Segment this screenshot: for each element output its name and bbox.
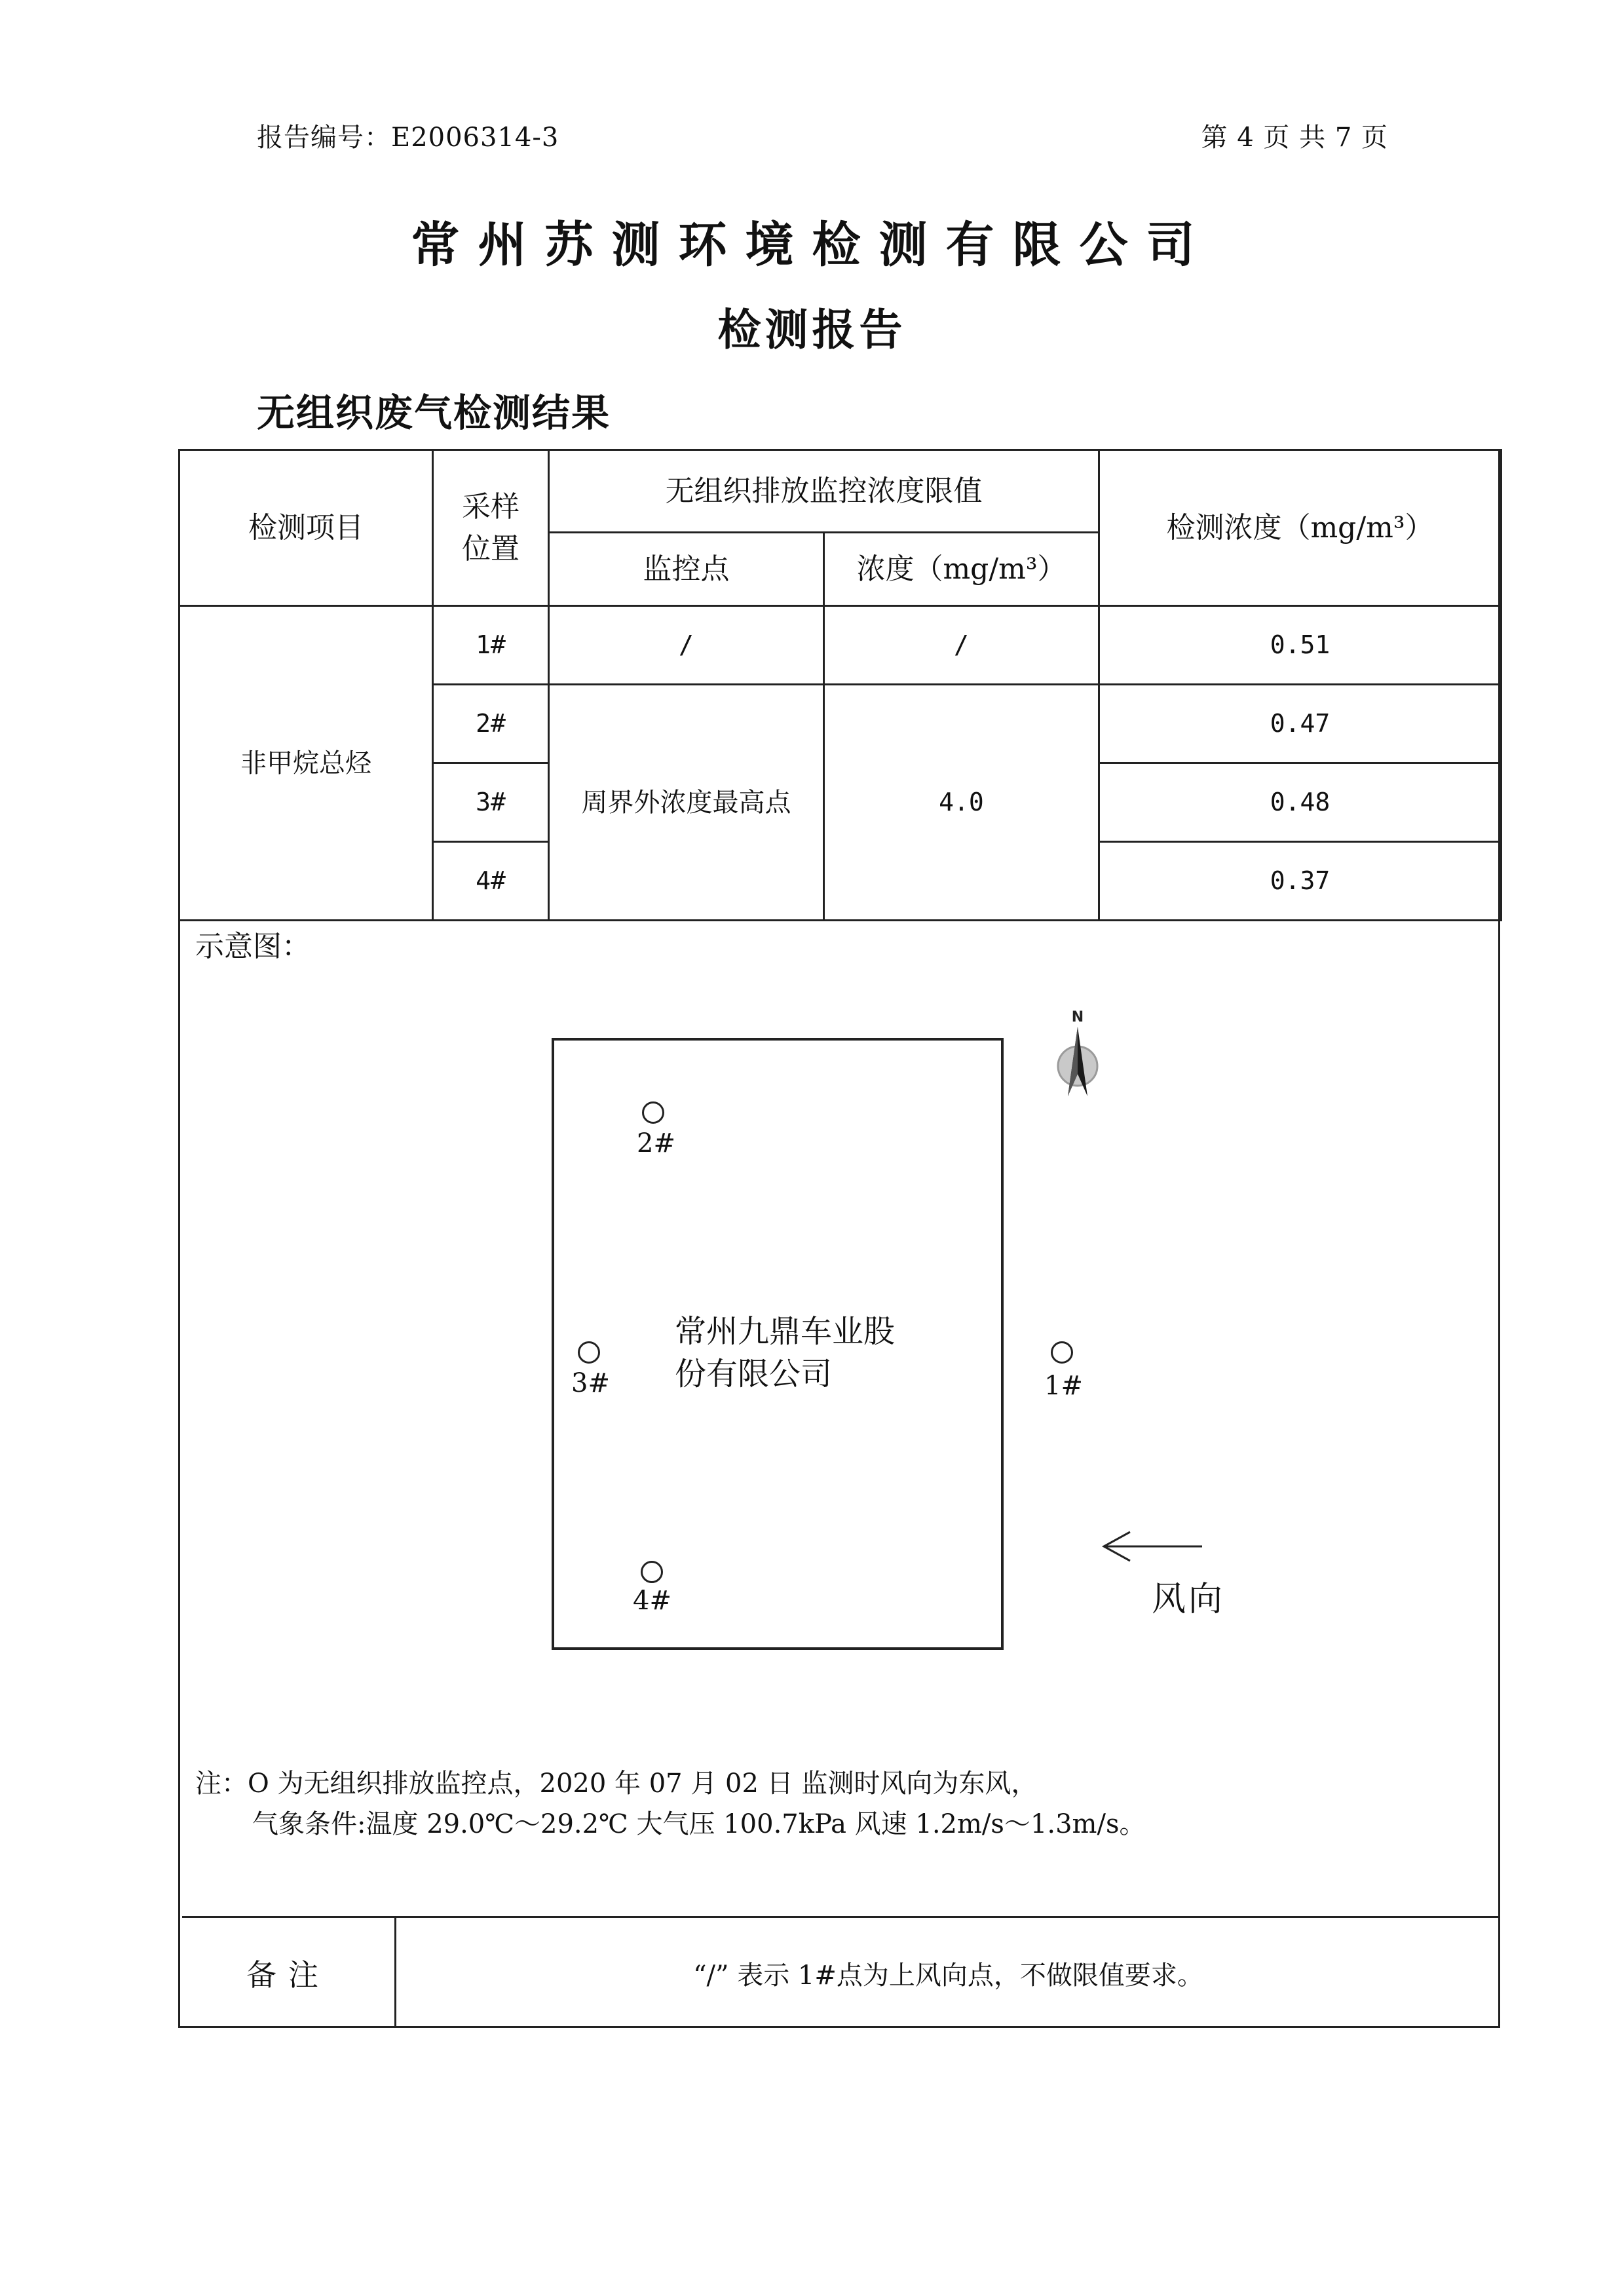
report-number: 报告编号：E2006314-3	[257, 123, 559, 153]
monitor-point-1: /	[549, 606, 824, 685]
monitor-point-4-label: 4#	[633, 1586, 671, 1616]
company-name: 常州苏测环境检测有限公司	[411, 217, 1213, 273]
north-arrow-icon	[1048, 1006, 1107, 1104]
monitor-point-1-label: 1#	[1044, 1371, 1083, 1401]
header-test-item: 检测项目	[179, 450, 433, 606]
monitor-point-2-marker	[642, 1101, 664, 1124]
result-2: 0.47	[1099, 685, 1501, 763]
diagram-label: 示意图：	[195, 930, 311, 963]
section-title: 无组织废气检测结果	[257, 391, 611, 435]
north-letter: N	[1071, 1009, 1084, 1025]
shared-limit: 4.0	[824, 685, 1099, 921]
position-4: 4#	[433, 842, 549, 921]
remark-text: “/” 表示 1#点为上风向点，不做限值要求。	[693, 1960, 1203, 1991]
monitor-point-3-label: 3#	[571, 1368, 610, 1398]
limit-1: /	[824, 606, 1099, 685]
remark-row	[182, 1916, 1500, 2028]
document-title: 检测报告	[717, 304, 907, 355]
position-2: 2#	[433, 685, 549, 763]
page-number: 第 4 页 共 7 页	[1201, 123, 1388, 153]
site-name-line1: 常州九鼎车业股	[675, 1313, 896, 1350]
header-sampling-position: 采样位置	[433, 450, 549, 606]
header-limit-group: 无组织排放监控浓度限值	[549, 450, 1099, 533]
wind-direction-arrow-icon	[1097, 1527, 1209, 1566]
site-name	[675, 1311, 950, 1396]
header-monitor-point: 监控点	[549, 533, 824, 606]
site-name-line2: 份有限公司	[675, 1355, 833, 1392]
note-line-1: 注：O 为无组织排放监控点，2020 年 07 月 02 日 监测时风向为东风，	[195, 1769, 1038, 1799]
result-table	[178, 449, 1502, 921]
position-1: 1#	[433, 606, 549, 685]
wind-direction-label: 风向	[1152, 1580, 1226, 1619]
note-line-2: 气象条件:温度 29.0℃～29.2℃ 大气压 100.7kPa 风速 1.2m/s～1.3m/s。	[252, 1809, 1146, 1839]
result-1: 0.51	[1099, 606, 1501, 685]
header-result: 检测浓度（mg/m³）	[1099, 450, 1501, 606]
result-3: 0.48	[1099, 763, 1501, 842]
result-4: 0.37	[1099, 842, 1501, 921]
monitor-point-3-marker	[578, 1341, 600, 1364]
shared-monitor-point: 周界外浓度最高点	[549, 685, 824, 921]
monitor-point-4-marker	[641, 1561, 663, 1583]
header-limit-concentration: 浓度（mg/m³）	[824, 533, 1099, 606]
position-3: 3#	[433, 763, 549, 842]
remark-label: 备注	[246, 1957, 330, 1993]
monitor-point-2-label: 2#	[637, 1128, 675, 1158]
monitor-point-1-marker	[1051, 1341, 1073, 1364]
item-name: 非甲烷总烃	[179, 606, 433, 921]
